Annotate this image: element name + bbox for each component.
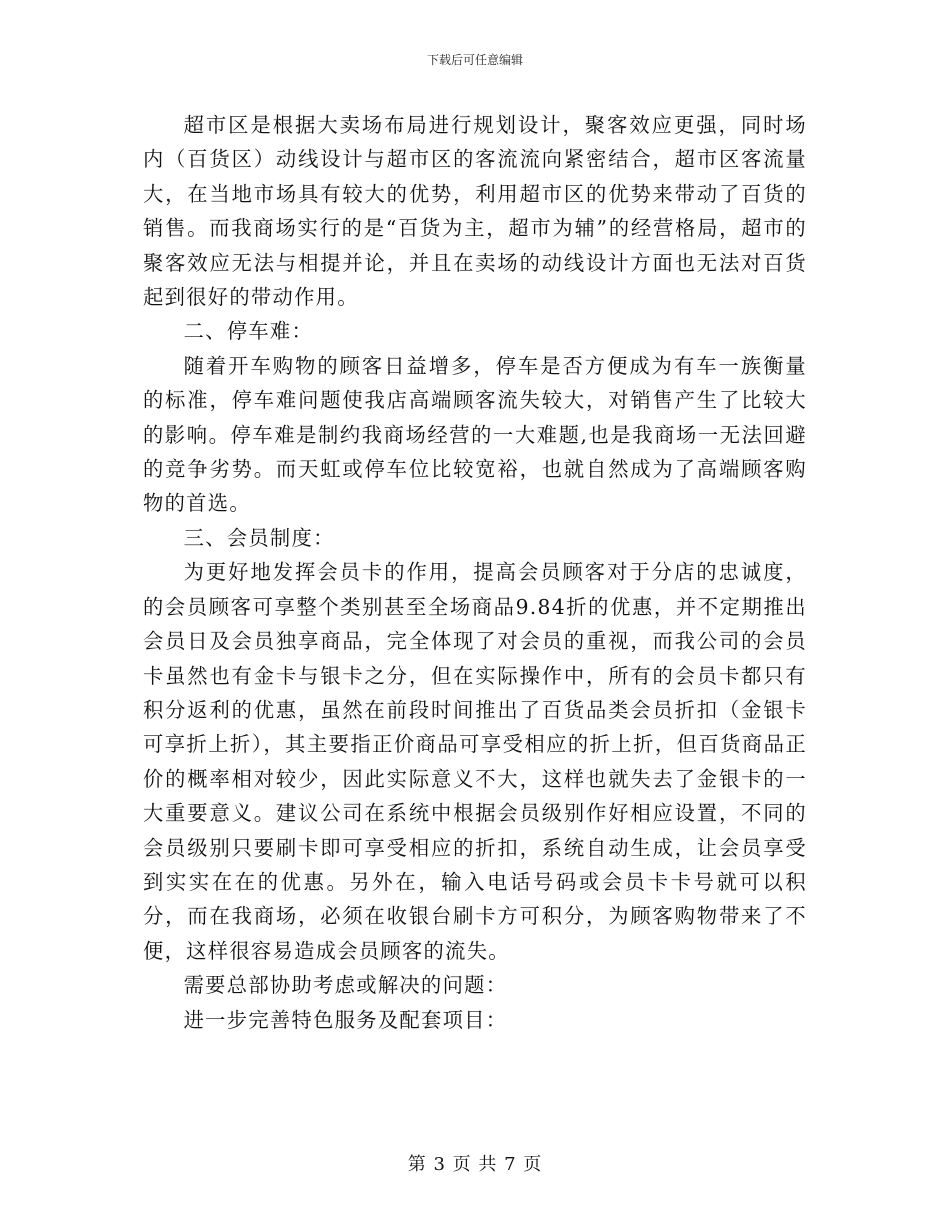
heading-special-services: 进一步完善特色服务及配套项目： <box>183 1007 508 1032</box>
heading-parking: 二、停车难： <box>183 319 314 344</box>
paragraph-membership: 为更好地发挥会员卡的作用，提高会员顾客对于分店的忠诚度，的会员顾客可享整个类别甚至全场商品9.84折的优惠，并不定期推出会员日及会员独享商品，完全体现了对会员的重视，而我公司的会员卡虽然也有金卡与银卡之分，但在实际操作中，所有的会员卡都只有积分返利的优惠，虽然在前段时间推出了百货品类会员折扣（金银卡可享折上折），其主要指正价商品可享受相应的折上折，但百货商品正价的概率相对较少，因此实际意义不大，这样也就失去了金银卡的一大重要意义。建议公司在系统中根据会员级别作好相应设置，不同的会员级别只要刷卡即可享受相应的折扣，系统自动生成，让会员享受到实实在在的优惠。另外在，输入电话号码或会员卡卡号就可以积分，而在我商场，必须在收银台刷卡方可积分，为顾客购物带来了不便，这样很容易造成会员顾客的流失。 <box>143 560 807 963</box>
paragraph-supermarket-layout: 超市区是根据大卖场布局进行规划设计，聚客效应更强，同时场内（百货区）动线设计与超市区的客流流向紧密结合，超市区客流量大，在当地市场具有较大的优势，利用超市区的优势来带动了百货的销售。而我商场实行的是“百货为主，超市为辅”的经营格局，超市的聚客效应无法与相提并论，并且在卖场的动线设计方面也无法对百货起到很好的带动作用。 <box>143 113 807 310</box>
heading-headquarters-issues: 需要总部协助考虑或解决的问题： <box>183 973 508 998</box>
page-number: 第 3 页 共 7 页 <box>407 1154 543 1175</box>
page-header: 下载后可任意编辑 <box>426 53 523 67</box>
document-body <box>143 108 807 1037</box>
paragraph-parking: 随着开车购物的顾客日益增多，停车是否方便成为有车一族衡量的标准，停车难问题使我店高端顾客流失较大，对销售产生了比较大的影响。停车难是制约我商场经营的一大难题,也是我商场一无法回避的竞争劣势。而天虹或停车位比较宽裕，也就自然成为了高端顾客购物的首选。 <box>143 353 807 516</box>
heading-membership: 三、会员制度： <box>183 525 335 550</box>
